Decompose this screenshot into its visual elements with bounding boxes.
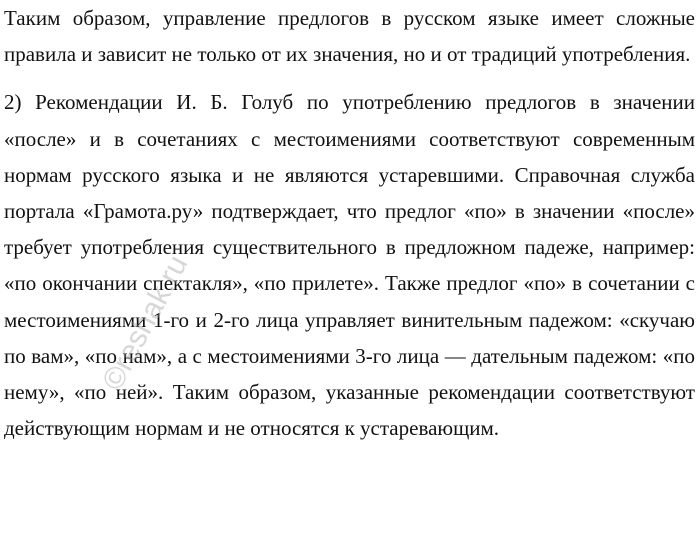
paragraph-recommendations: 2) Рекомендации И. Б. Голуб по употреблению предлогов в значении «после» и в сочетаниях с местоимениями соответствуют современным нормам русского языка и не являются устаревшими. Справочная служба портала «Грамота.ру» подтверждает, что предлог «по» в значении «после» требует употребления существительного в предложном падеже, например: «по окончании спектакля», «по прилете». Также предлог «по» в сочетании с местоимениями 1-го и 2-го лица управляет винительным падежом: «скучаю по вам», «по нам», а с местоимениями 3-го лица — дательным падежом: «по нему», «по ней». Таким образом, указанные рекомендации соответствуют действующим нормам и не относятся к устаревающим.	[4, 90, 695, 441]
document-body	[4, 0, 695, 446]
paragraph-conclusion: Таким образом, управление предлогов в русском языке имеет сложные правила и зависит не только от их значения, но и от традиций употребления.	[4, 6, 695, 67]
watermark-logo: ©reshak.ru	[96, 250, 195, 396]
